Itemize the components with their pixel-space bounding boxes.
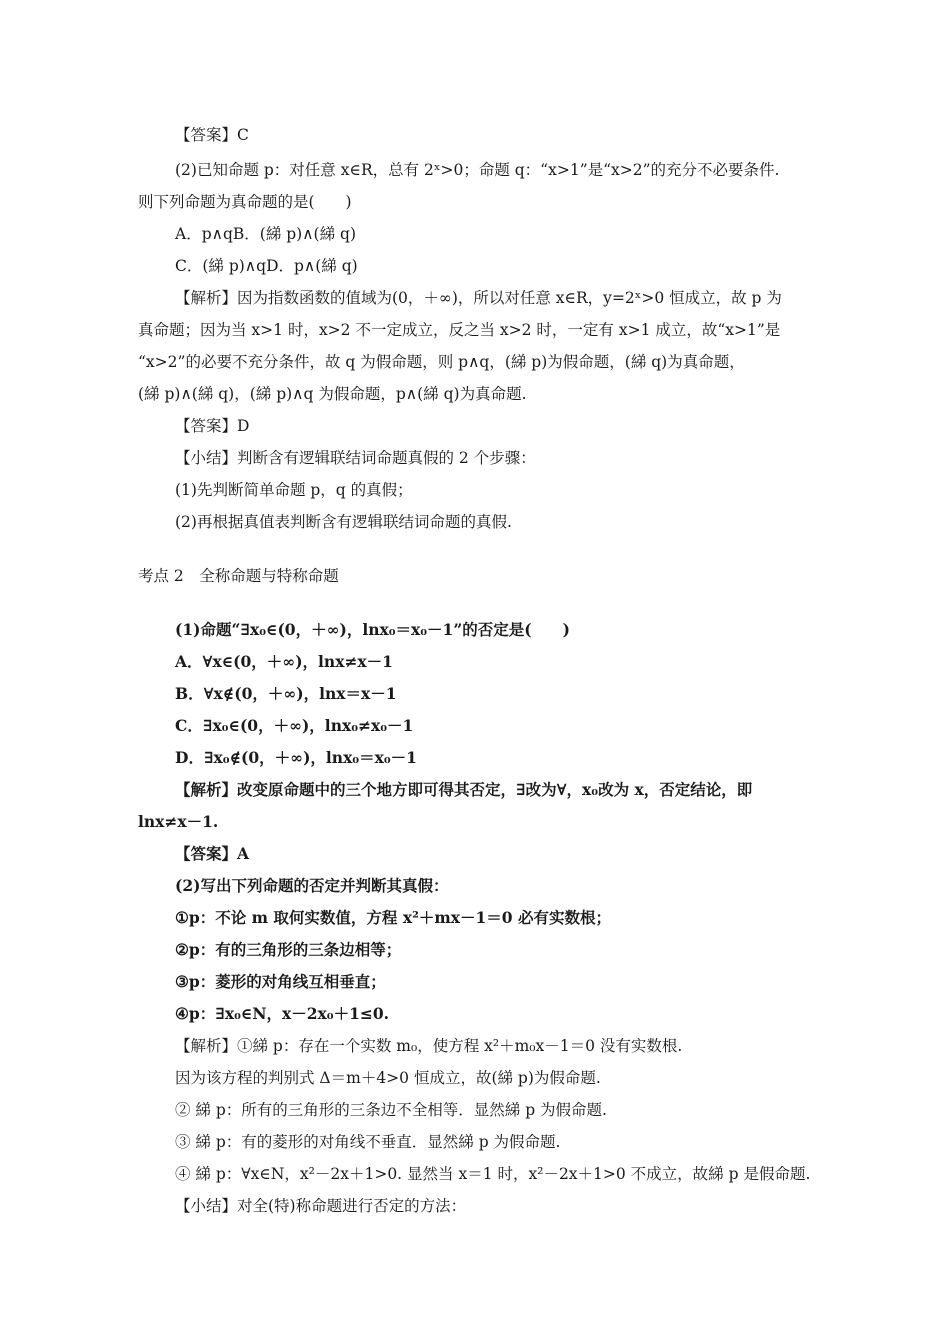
proposition-4: ④p：∃x₀∈N，x－2x₀＋1≤0. bbox=[175, 1004, 390, 1023]
proposition-1: ①p：不论 m 取何实数值，方程 x²＋mx－1＝0 必有实数根； bbox=[175, 908, 611, 927]
proposition-2: ②p：有的三角形的三条边相等； bbox=[175, 940, 402, 959]
question-2-stem: (2)已知命题 p：对任意 x∈R，总有 2ˣ>0；命题 q：“x>1”是“x>2”的充分不必要条件. bbox=[175, 161, 780, 179]
analysis-2-line-1: 【解析】改变原命题中的三个地方即可得其否定，∃改为∀，x₀改为 x，否定结论，即 bbox=[175, 780, 753, 799]
option-a: A．∀x∈(0，＋∞)，lnx≠x－1 bbox=[175, 652, 393, 671]
proposition-3: ③p：菱形的对角线互相垂直； bbox=[175, 972, 386, 991]
analysis-3-line-2: 因为该方程的判别式 Δ＝m＋4>0 恒成立，故(綈 p)为假命题. bbox=[175, 1069, 601, 1087]
option-c: C．∃x₀∈(0，＋∞)，lnx₀≠x₀－1 bbox=[175, 716, 414, 735]
analysis-line-1: 【解析】因为指数函数的值域为(0，＋∞)，所以对任意 x∈R，y=2ˣ>0 恒成立，故 p 为 bbox=[175, 289, 782, 307]
analysis-3-line-3: ② 綈 p：所有的三角形的三条边不全相等．显然綈 p 为假命题. bbox=[175, 1101, 607, 1119]
analysis-3-line-5: ④ 綈 p：∀x∈N，x²－2x＋1>0. 显然当 x＝1 时，x²－2x＋1>0 不成立，故綈 p 是假命题. bbox=[175, 1165, 811, 1183]
option-cd: C．(綈 p)∧qD．p∧(綈 q) bbox=[175, 257, 358, 275]
analysis-line-2: 真命题；因为当 x>1 时，x>2 不一定成立，反之当 x>2 时，一定有 x>1 成立，故“x>1”是 bbox=[138, 321, 781, 339]
summary-heading-2: 【小结】对全(特)称命题进行否定的方法： bbox=[175, 1197, 467, 1215]
analysis-3-line-1: 【解析】①綈 p：存在一个实数 m₀，使方程 x²＋m₀x－1＝0 没有实数根. bbox=[175, 1037, 683, 1055]
summary-step-2: (2)再根据真值表判断含有逻辑联结词命题的真假. bbox=[175, 513, 512, 531]
option-b: B．∀x∉(0，＋∞)，lnx＝x－1 bbox=[175, 684, 397, 703]
answer-label-3: 【答案】A bbox=[175, 844, 250, 863]
question-1-stem: (1)命题“∃x₀∈(0，＋∞)，lnx₀＝x₀－1”的否定是( ) bbox=[175, 620, 570, 639]
summary-step-1: (1)先判断简单命题 p，q 的真假； bbox=[175, 481, 413, 499]
question-2-prompt: 则下列命题为真命题的是( ) bbox=[138, 193, 352, 211]
analysis-line-4: (綈 p)∧(綈 q)，(綈 p)∧q 为假命题，p∧(綈 q)为真命题. bbox=[138, 385, 527, 403]
analysis-line-3: “x>2”的必要不充分条件，故 q 为假命题，则 p∧q，(綈 p)为假命题，(綈 q)为真命题， bbox=[138, 353, 745, 371]
answer-label-2: 【答案】D bbox=[175, 417, 250, 435]
summary-heading-1: 【小结】判断含有逻辑联结词命题真假的 2 个步骤： bbox=[175, 449, 536, 467]
section-heading: 考点 2 全称命题与特称命题 bbox=[138, 567, 339, 585]
analysis-2-line-2: lnx≠x－1. bbox=[138, 812, 219, 831]
answer-label-1: 【答案】C bbox=[175, 126, 249, 144]
question-2b-stem: (2)写出下列命题的否定并判断其真假： bbox=[175, 876, 449, 895]
option-ab: A．p∧qB．(綈 p)∧(綈 q) bbox=[175, 225, 357, 243]
option-d: D．∃x₀∉(0，＋∞)，lnx₀＝x₀－1 bbox=[175, 748, 417, 767]
analysis-3-line-4: ③ 綈 p：有的菱形的对角线不垂直．显然綈 p 为假命题. bbox=[175, 1133, 561, 1151]
